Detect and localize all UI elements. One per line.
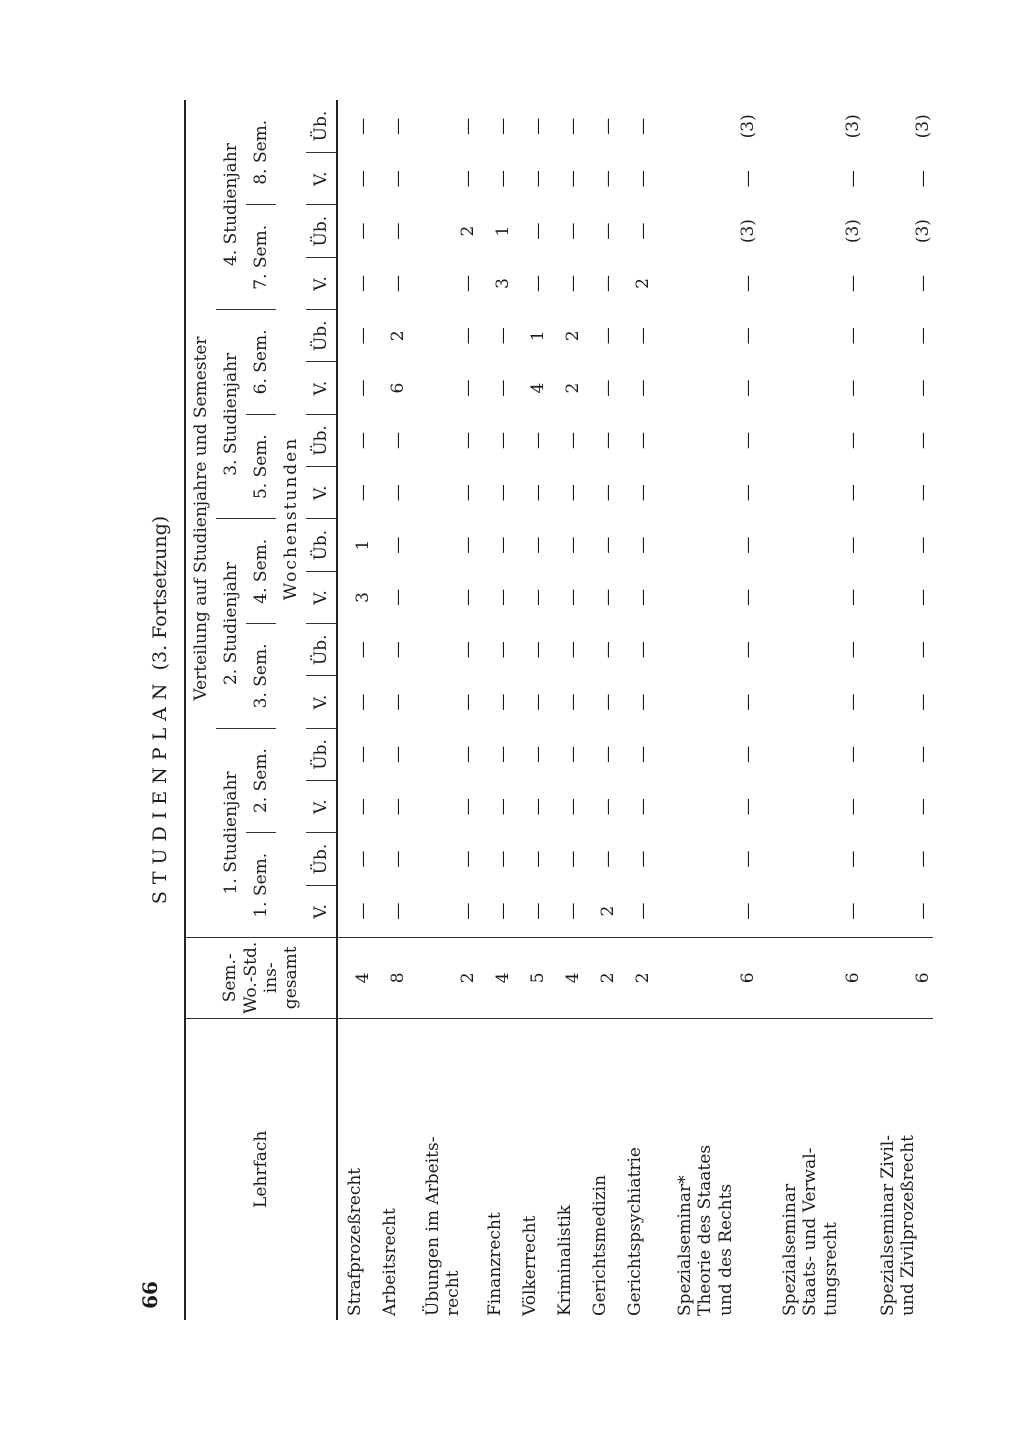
hours-cell: — xyxy=(633,379,653,397)
table-row xyxy=(758,100,863,1320)
header-ub: Üb. xyxy=(306,728,337,780)
table-row xyxy=(513,100,548,1320)
hours-cell: — xyxy=(458,327,478,345)
hours-cell: — xyxy=(738,431,758,449)
hours-cell: — xyxy=(738,170,758,188)
header-semester-6: 6. Sem. xyxy=(246,310,276,415)
hours-cell: — xyxy=(598,484,618,502)
hours-cell: — xyxy=(353,117,373,135)
hours-cell: — xyxy=(633,588,653,606)
hours-cell: — xyxy=(598,274,618,292)
page-title xyxy=(140,100,180,1320)
hours-cell: — xyxy=(598,379,618,397)
hours-cell: 1 xyxy=(493,225,513,237)
subject-line: Gerichtspsychiatrie xyxy=(625,1147,646,1316)
hours-cell: — xyxy=(633,850,653,868)
total-hours-cell: 5 xyxy=(513,938,548,1019)
hours-cell: — xyxy=(738,693,758,711)
hours-cell: — xyxy=(388,693,408,711)
hours-cell: — xyxy=(528,431,548,449)
hours-cell: — xyxy=(738,536,758,554)
hours-cell: — xyxy=(528,850,548,868)
hours-cell: — xyxy=(913,327,933,345)
total-hours-cell: 2 xyxy=(618,938,653,1019)
subject-line: Theorie des Staates xyxy=(695,1144,716,1316)
hours-cell: — xyxy=(598,641,618,659)
header-v: V. xyxy=(306,153,337,205)
hours-cell: — xyxy=(388,484,408,502)
total-hours-cell: 2 xyxy=(408,938,478,1019)
hours-cell: (3) xyxy=(738,219,758,244)
header-v: V. xyxy=(306,362,337,414)
hours-cell: 1 xyxy=(528,330,548,342)
hours-cell: 2 xyxy=(388,330,408,342)
hours-cell: — xyxy=(843,379,863,397)
hours-cell: — xyxy=(388,641,408,659)
header-semester-1: 1. Sem. xyxy=(250,852,271,918)
subject-cell xyxy=(653,1018,758,1320)
hours-cell: — xyxy=(913,536,933,554)
hours-cell: — xyxy=(598,431,618,449)
hours-cell: — xyxy=(528,117,548,135)
hours-cell: — xyxy=(493,693,513,711)
hours-cell: — xyxy=(388,117,408,135)
header-ub: Üb. xyxy=(306,624,337,676)
hours-cell: — xyxy=(528,902,548,920)
header-total-line3: ins- xyxy=(261,962,281,994)
table-row xyxy=(583,100,618,1320)
hours-cell: — xyxy=(843,327,863,345)
header-distribution: Verteilung auf Studienjahre und Semester xyxy=(191,336,212,701)
hours-cell: — xyxy=(563,693,583,711)
header-year-1: 1. Studienjahr xyxy=(221,771,242,895)
hours-cell: — xyxy=(913,693,933,711)
hours-cell: — xyxy=(493,588,513,606)
hours-cell: — xyxy=(843,431,863,449)
header-total-line1: Sem.- xyxy=(220,953,241,1003)
hours-cell: — xyxy=(528,641,548,659)
hours-cell: — xyxy=(528,274,548,292)
hours-cell: (3) xyxy=(738,114,758,139)
hours-cell: — xyxy=(388,170,408,188)
total-hours-cell: 4 xyxy=(548,938,583,1019)
total-hours-cell: 6 xyxy=(653,938,758,1019)
total-hours-cell: 4 xyxy=(478,938,513,1019)
header-total-line2: Wo.-Std. xyxy=(240,941,261,1014)
hours-cell: — xyxy=(458,798,478,816)
hours-cell: — xyxy=(563,798,583,816)
total-hours-cell: 2 xyxy=(583,938,618,1019)
hours-cell: — xyxy=(353,379,373,397)
hours-cell: — xyxy=(528,536,548,554)
hours-cell: — xyxy=(493,536,513,554)
hours-cell: — xyxy=(738,484,758,502)
hours-cell: — xyxy=(528,170,548,188)
hours-cell: — xyxy=(563,536,583,554)
subject-cell xyxy=(478,1018,513,1320)
hours-cell: — xyxy=(633,693,653,711)
header-total xyxy=(185,938,337,1019)
hours-cell: — xyxy=(738,588,758,606)
hours-cell: — xyxy=(493,117,513,135)
hours-cell: — xyxy=(633,902,653,920)
hours-cell: — xyxy=(633,641,653,659)
hours-cell: — xyxy=(353,274,373,292)
subject-line: Finanzrecht xyxy=(485,1212,506,1316)
subject-line: recht xyxy=(443,1270,463,1316)
hours-cell: — xyxy=(353,902,373,920)
total-hours-cell: 8 xyxy=(373,938,408,1019)
hours-cell: — xyxy=(493,641,513,659)
subject-line: Gerichtsmedizin xyxy=(590,1174,611,1316)
subject-cell xyxy=(408,1018,478,1320)
hours-cell: — xyxy=(738,641,758,659)
table-row xyxy=(408,100,478,1320)
hours-cell: (3) xyxy=(843,219,863,244)
title-suffix: (3. Fortsetzung) xyxy=(149,515,171,671)
hours-cell: — xyxy=(458,641,478,659)
hours-cell: — xyxy=(563,117,583,135)
header-semester-4: 4. Sem. xyxy=(246,519,276,624)
hours-cell: — xyxy=(738,850,758,868)
hours-cell: 2 xyxy=(633,278,653,289)
hours-cell: — xyxy=(843,536,863,554)
hours-cell: — xyxy=(598,850,618,868)
hours-cell: — xyxy=(353,327,373,345)
hours-cell: — xyxy=(563,745,583,763)
hours-cell: — xyxy=(458,693,478,711)
header-v: V. xyxy=(306,257,337,309)
table-row xyxy=(478,100,513,1320)
header-lehrfach: Lehrfach xyxy=(185,1018,337,1320)
hours-cell: — xyxy=(633,327,653,345)
header-v: V. xyxy=(306,676,337,728)
subject-cell xyxy=(337,1018,373,1320)
table-row xyxy=(337,100,373,1320)
hours-cell: — xyxy=(843,484,863,502)
hours-cell: — xyxy=(353,222,373,240)
hours-cell: — xyxy=(388,745,408,763)
hours-cell: — xyxy=(458,745,478,763)
hours-cell: — xyxy=(353,641,373,659)
hours-cell: 1 xyxy=(353,539,373,551)
hours-cell: (3) xyxy=(913,219,933,244)
hours-cell: — xyxy=(528,484,548,502)
hours-cell: — xyxy=(458,902,478,920)
hours-cell: — xyxy=(493,170,513,188)
hours-cell: — xyxy=(353,170,373,188)
hours-cell: — xyxy=(388,274,408,292)
hours-cell: (3) xyxy=(843,114,863,139)
hours-cell: — xyxy=(353,484,373,502)
hours-cell: — xyxy=(843,693,863,711)
hours-cell: 3 xyxy=(493,278,513,289)
hours-cell: — xyxy=(738,327,758,345)
page-number: 66 xyxy=(138,1281,162,1309)
hours-cell: 3 xyxy=(353,592,373,603)
subject-cell xyxy=(863,1018,933,1320)
hours-cell: — xyxy=(388,431,408,449)
subject-line: und Zivilprozeßrecht xyxy=(898,1134,918,1316)
hours-cell: — xyxy=(493,902,513,920)
hours-cell: — xyxy=(598,798,618,816)
subject-line: Arbeitsrecht xyxy=(380,1208,401,1316)
hours-cell: — xyxy=(388,536,408,554)
hours-cell: — xyxy=(388,588,408,606)
table-row xyxy=(548,100,583,1320)
subject-cell xyxy=(548,1018,583,1320)
header-semester-3: 3. Sem. xyxy=(246,624,276,729)
hours-cell: — xyxy=(843,588,863,606)
hours-cell: — xyxy=(493,379,513,397)
hours-cell: — xyxy=(563,641,583,659)
hours-cell: — xyxy=(843,745,863,763)
header-year-2: 2. Studienjahr xyxy=(216,519,246,728)
hours-cell: — xyxy=(388,902,408,920)
hours-cell: — xyxy=(458,379,478,397)
hours-cell: — xyxy=(633,431,653,449)
header-ub: Üb. xyxy=(306,310,337,362)
header-ub: Üb. xyxy=(306,833,337,885)
header-v: V. xyxy=(306,571,337,623)
hours-cell: — xyxy=(843,902,863,920)
subject-cell xyxy=(618,1018,653,1320)
hours-cell: 6 xyxy=(388,382,408,394)
hours-cell: — xyxy=(458,117,478,135)
hours-cell: (3) xyxy=(913,114,933,139)
hours-cell: — xyxy=(913,431,933,449)
hours-cell: 2 xyxy=(458,225,478,237)
hours-cell: — xyxy=(493,745,513,763)
hours-cell: — xyxy=(598,117,618,135)
hours-cell: — xyxy=(528,798,548,816)
hours-cell: — xyxy=(633,170,653,188)
hours-cell: — xyxy=(738,274,758,292)
hours-cell: — xyxy=(563,431,583,449)
hours-cell: — xyxy=(633,745,653,763)
hours-cell: — xyxy=(598,536,618,554)
hours-cell: — xyxy=(598,588,618,606)
hours-cell: — xyxy=(738,798,758,816)
hours-cell: — xyxy=(458,484,478,502)
hours-cell: — xyxy=(388,798,408,816)
hours-cell: — xyxy=(598,327,618,345)
hours-cell: — xyxy=(563,222,583,240)
hours-cell: — xyxy=(913,588,933,606)
hours-cell: — xyxy=(528,745,548,763)
header-ub: Üb. xyxy=(306,100,337,153)
hours-cell: — xyxy=(598,222,618,240)
hours-cell: — xyxy=(913,902,933,920)
header-semester-2: 2. Sem. xyxy=(246,728,276,833)
header-v: V. xyxy=(310,904,331,919)
header-year-3: 3. Studienjahr xyxy=(216,310,246,519)
hours-cell: — xyxy=(843,641,863,659)
hours-cell: — xyxy=(563,850,583,868)
hours-cell: — xyxy=(563,902,583,920)
hours-cell: — xyxy=(738,379,758,397)
header-year-4: 4. Studienjahr xyxy=(216,100,246,310)
hours-cell: — xyxy=(913,274,933,292)
hours-cell: — xyxy=(633,484,653,502)
subject-line: tungsrecht xyxy=(820,1222,841,1316)
subject-line: Völkerrecht xyxy=(520,1215,541,1316)
subject-line: Spezialseminar* xyxy=(674,1175,695,1316)
hours-cell: — xyxy=(353,850,373,868)
hours-cell: — xyxy=(388,222,408,240)
hours-cell: 4 xyxy=(528,382,548,394)
subject-line: Strafprozeßrecht xyxy=(345,1167,366,1316)
subject-cell xyxy=(583,1018,618,1320)
hours-cell: 2 xyxy=(563,382,583,394)
rotated-table-block xyxy=(140,100,933,1320)
hours-cell: — xyxy=(353,798,373,816)
hours-cell: — xyxy=(913,850,933,868)
hours-cell: — xyxy=(528,222,548,240)
hours-cell: — xyxy=(843,850,863,868)
hours-cell: — xyxy=(633,117,653,135)
hours-cell: — xyxy=(913,798,933,816)
header-ub: Üb. xyxy=(306,414,337,466)
total-hours-cell: 4 xyxy=(337,938,373,1019)
table-row xyxy=(618,100,653,1320)
header-v: V. xyxy=(306,781,337,833)
subject-line: Spezialseminar xyxy=(779,1183,800,1316)
hours-cell: — xyxy=(493,484,513,502)
hours-cell: — xyxy=(388,850,408,868)
hours-cell: — xyxy=(738,745,758,763)
hours-cell: — xyxy=(913,484,933,502)
hours-cell: — xyxy=(528,588,548,606)
hours-cell: — xyxy=(493,798,513,816)
total-hours-cell: 6 xyxy=(758,938,863,1019)
hours-cell: — xyxy=(563,274,583,292)
table-row xyxy=(373,100,408,1320)
header-total-line4: gesamt xyxy=(281,946,302,1010)
subject-cell xyxy=(513,1018,548,1320)
subject-cell xyxy=(758,1018,863,1320)
hours-cell: — xyxy=(843,274,863,292)
hours-cell: — xyxy=(563,484,583,502)
header-wochenstunden: Wochenstunden xyxy=(280,436,301,601)
hours-cell: — xyxy=(633,536,653,554)
hours-cell: — xyxy=(913,745,933,763)
hours-cell: — xyxy=(353,431,373,449)
hours-cell: — xyxy=(913,170,933,188)
header-v: V. xyxy=(306,467,337,519)
table-row xyxy=(863,100,933,1320)
hours-cell: — xyxy=(598,745,618,763)
header-ub: Üb. xyxy=(306,205,337,257)
hours-cell: — xyxy=(528,693,548,711)
hours-cell: — xyxy=(458,274,478,292)
subject-cell xyxy=(373,1018,408,1320)
title-main: STUDIENPLAN xyxy=(149,676,171,905)
total-hours-cell: 6 xyxy=(863,938,933,1019)
hours-cell: — xyxy=(353,693,373,711)
studienplan-table xyxy=(184,100,933,1320)
header-semester-8: 8. Sem. xyxy=(246,100,276,205)
hours-cell: — xyxy=(353,745,373,763)
header-semester-7: 7. Sem. xyxy=(246,205,276,310)
hours-cell: — xyxy=(633,222,653,240)
hours-cell: — xyxy=(493,327,513,345)
hours-cell: — xyxy=(458,588,478,606)
table-row xyxy=(653,100,758,1320)
subject-line: Übungen im Arbeits- xyxy=(422,1136,443,1316)
subject-line: Staats- und Verwal- xyxy=(800,1147,821,1316)
header-semester-5: 5. Sem. xyxy=(246,414,276,519)
hours-cell: — xyxy=(563,588,583,606)
hours-cell: — xyxy=(913,641,933,659)
hours-cell: — xyxy=(563,170,583,188)
hours-cell: — xyxy=(738,902,758,920)
hours-cell: — xyxy=(458,170,478,188)
hours-cell: — xyxy=(458,536,478,554)
hours-cell: 2 xyxy=(563,330,583,342)
hours-cell: — xyxy=(913,379,933,397)
hours-cell: — xyxy=(598,693,618,711)
subject-line: Kriminalistik xyxy=(555,1204,576,1316)
hours-cell: — xyxy=(458,850,478,868)
hours-cell: — xyxy=(598,170,618,188)
hours-cell: — xyxy=(843,798,863,816)
hours-cell: — xyxy=(843,170,863,188)
hours-cell: — xyxy=(633,798,653,816)
subject-line: Spezialseminar Zivil- xyxy=(877,1135,898,1316)
subject-line: und des Rechts xyxy=(715,1183,736,1316)
hours-cell: — xyxy=(493,431,513,449)
hours-cell: — xyxy=(493,850,513,868)
hours-cell: — xyxy=(458,431,478,449)
hours-cell: 2 xyxy=(598,905,618,917)
header-ub: Üb. xyxy=(306,519,337,571)
